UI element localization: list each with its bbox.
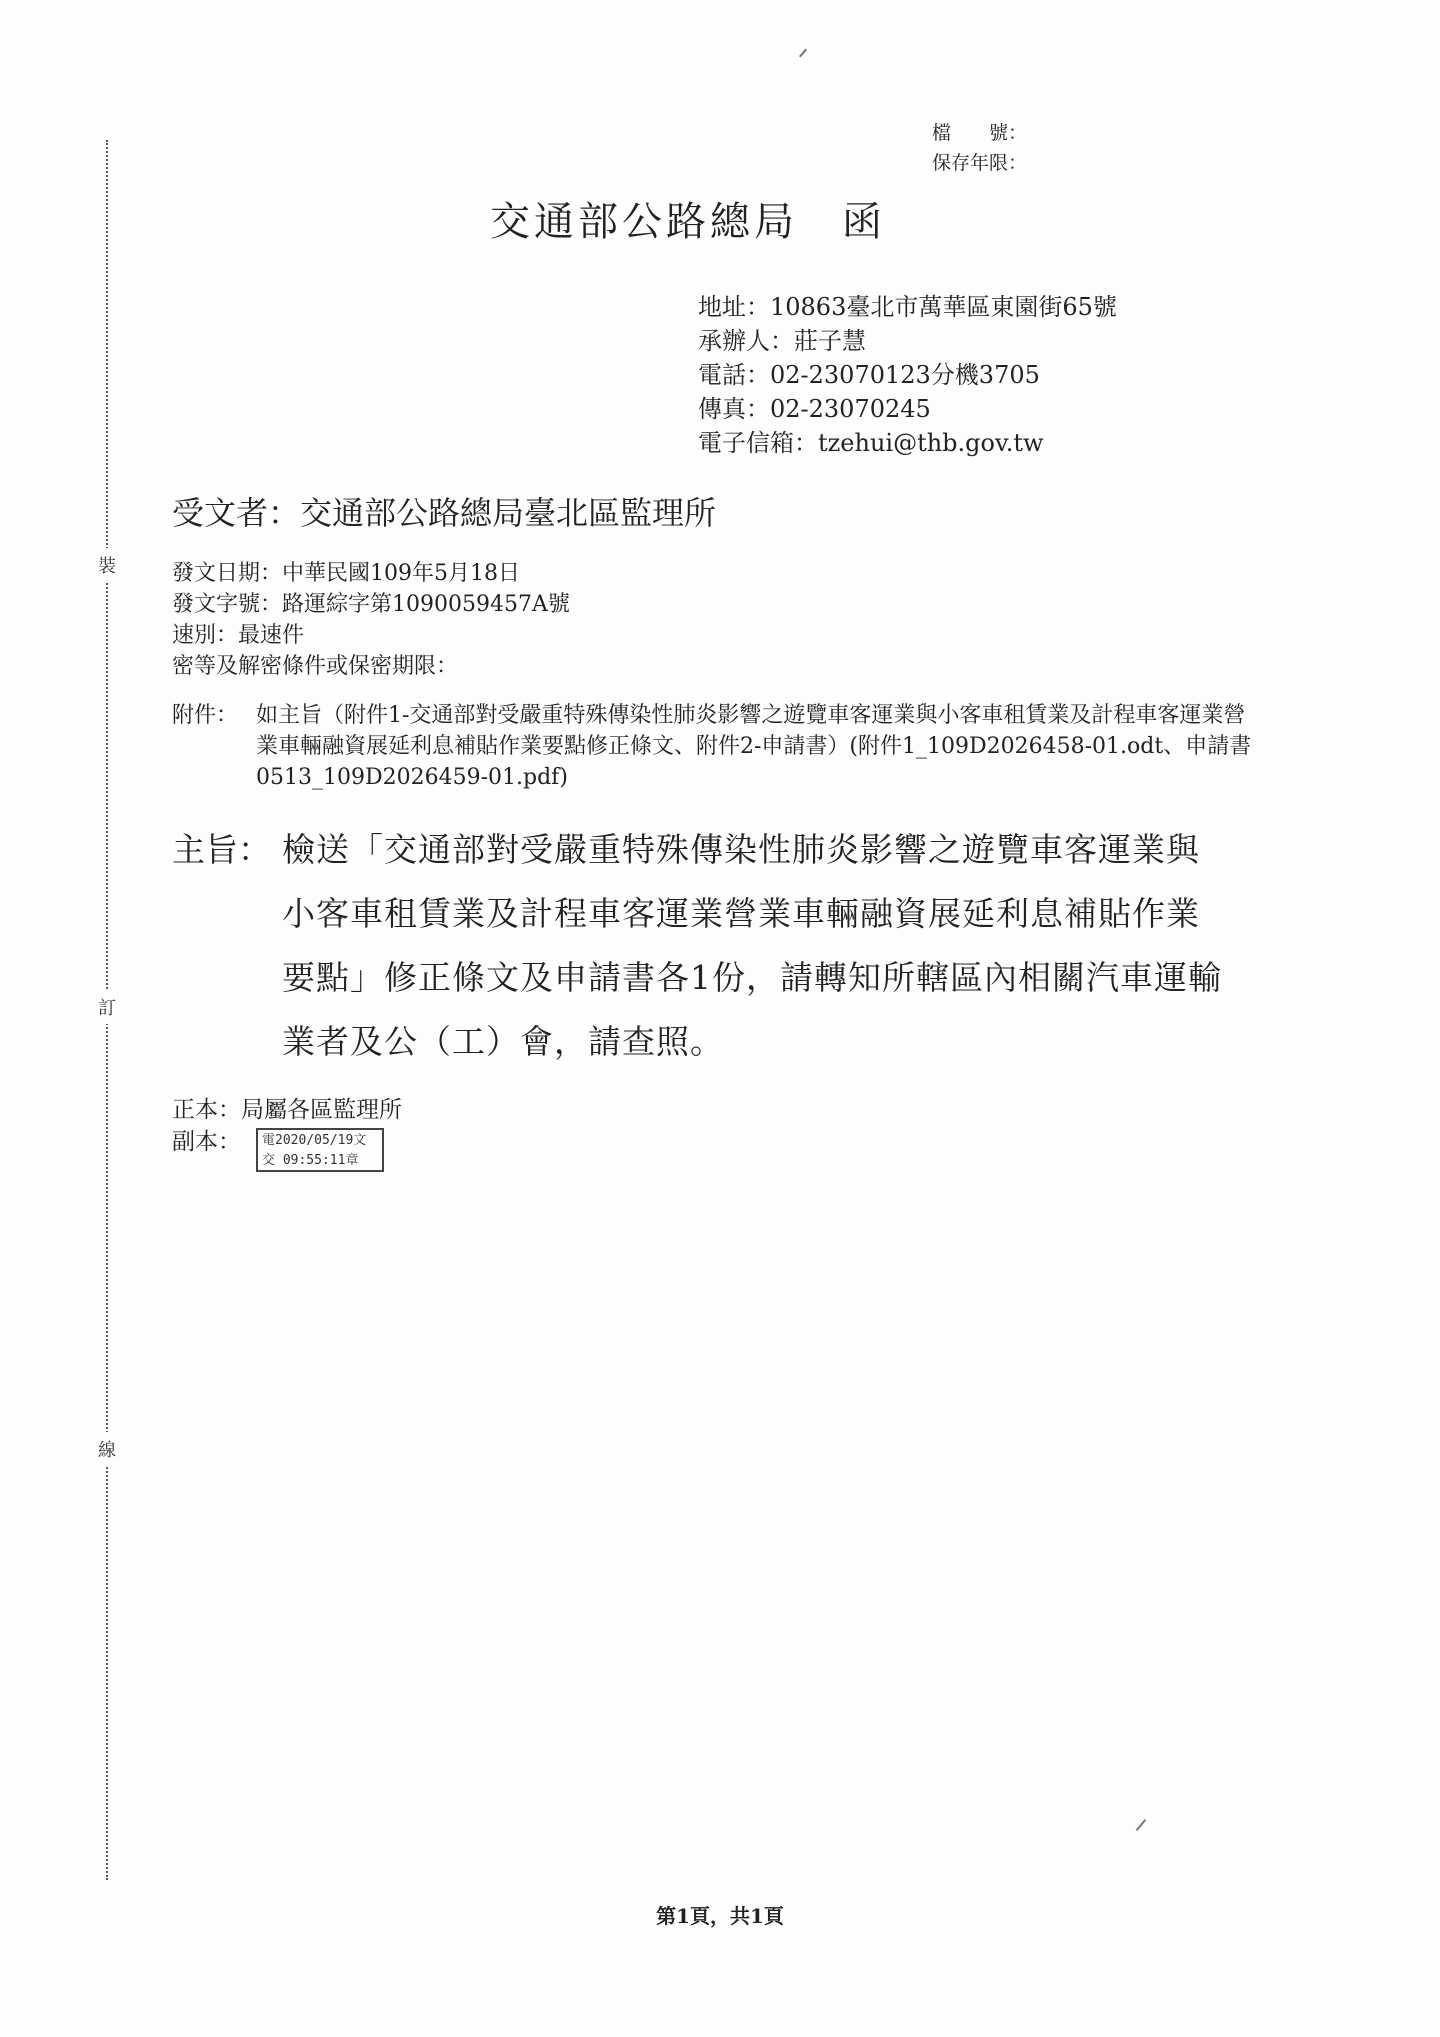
issuance-info (172, 558, 570, 682)
issue-date: 發文日期：中華民國109年5月18日 (172, 561, 520, 586)
file-number-label: 檔 號： (932, 122, 1028, 144)
original-recipients: 正本：局屬各區監理所 (172, 1097, 402, 1123)
email-line: 電子信箱：tzehui@thb.gov.tw (698, 429, 1044, 457)
secrecy-level: 密等及解密條件或保密期限： (172, 654, 459, 679)
recipient-line: 受文者：交通部公路總局臺北區監理所 (172, 494, 717, 532)
document-title: 交通部公路總局 函 (490, 199, 886, 245)
address-line: 地址：10863臺北市萬華區東園街65號 (698, 293, 1117, 321)
fax-line: 傳真：02-23070245 (698, 395, 931, 423)
attachment-label: 附件： (172, 703, 239, 728)
contact-block (698, 290, 1117, 460)
phone-line: 電話：02-23070123分機3705 (698, 361, 1040, 389)
handler-line: 承辦人：莊子慧 (698, 327, 866, 355)
copy-recipients-label: 副本： (172, 1129, 241, 1155)
binding-char-zhuang: 裝 (98, 548, 116, 582)
scan-speck (799, 49, 807, 58)
page-footer: 第1頁，共1頁 (656, 1904, 784, 1928)
subject-label: 主旨： (172, 830, 271, 869)
speed-category: 速別：最速件 (172, 623, 305, 648)
attachment-text: 如主旨（附件1-交通部對受嚴重特殊傳染性肺炎影響之遊覽車客運業與小客車租賃業及計程車客運業營業車輛融資展延利息補貼作業要點修正條文、附件2-申請書）(附件1_109D2026458-01.odt、申請書0513_109D2026459-01.pdf) (256, 703, 1252, 790)
stamp-line-2: 交 09:55:11章 (262, 1153, 359, 1168)
retention-period-label: 保存年限： (932, 152, 1028, 174)
attachment-block (172, 700, 1252, 793)
document-number: 發文字號：路運綜字第1090059457A號 (172, 592, 570, 617)
binding-char-xian: 線 (98, 1432, 116, 1466)
electronic-exchange-stamp (256, 1128, 384, 1172)
scan-speck (1136, 1819, 1147, 1831)
binding-char-ding: 訂 (98, 990, 116, 1024)
subject-text: 檢送「交通部對受嚴重特殊傳染性肺炎影響之遊覽車客運業與小客車租賃業及計程車客運業營業車輛融資展延利息補貼作業要點」修正條文及申請書各1份，請轉知所轄區內相關汽車運輸業者及公（工）會，請查照。 (282, 830, 1222, 1061)
stamp-line-1: 電2020/05/19文 (262, 1133, 367, 1148)
subject-block (172, 818, 1232, 1074)
